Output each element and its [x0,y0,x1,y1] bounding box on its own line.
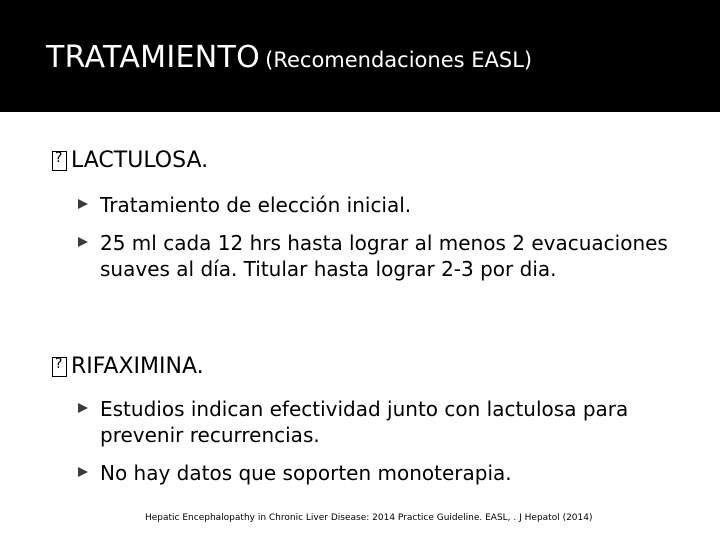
section-lactulosa [52,148,208,173]
title-bar [0,0,720,112]
title-main: TRATAMIENTO [46,40,261,75]
list-item [78,396,688,448]
bullet-text: Tratamiento de elección inicial. [100,193,412,217]
citation-footer: Hepatic Encephalopathy in Chronic Liver Disease: 2014 Practice Guideline. EASL, . J Hepatol (2014) [145,513,593,523]
title-subtitle: (Recomendaciones EASL) [265,48,533,72]
section-rifaximina [52,354,204,379]
section-heading: LACTULOSA. [71,148,209,173]
bullet-text: Estudios indican efectividad junto con lactulosa para prevenir recurrencias. [100,397,629,447]
missing-glyph-icon [52,151,67,171]
list-item [78,460,688,486]
bullet-text: No hay datos que soporten monoterapia. [100,461,512,485]
bullet-text: 25 ml cada 12 hrs hasta lograr al menos 2 evacuaciones suaves al día. Titular hasta lograr 2-3 por dia. [100,231,668,281]
section-heading: RIFAXIMINA. [71,354,204,379]
list-item [78,230,688,282]
missing-glyph-icon [52,357,67,377]
slide-title [46,40,532,75]
list-item [78,192,688,218]
